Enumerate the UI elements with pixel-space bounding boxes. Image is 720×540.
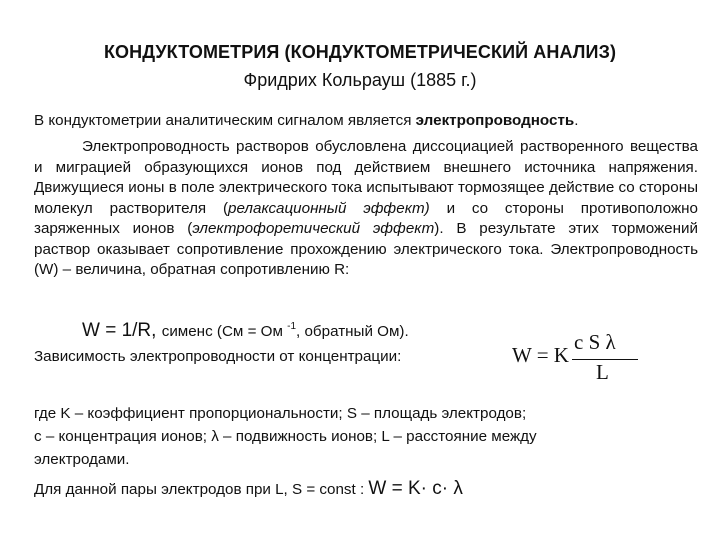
intro-text: В кондуктометрии аналитическим сигналом является bbox=[34, 112, 416, 129]
final-line bbox=[34, 478, 463, 500]
conductance-formula-units: сименс (См = Ом bbox=[161, 323, 288, 340]
paragraph-part-3: ). В результате этих торможений раствор оказывает сопротивление прохождению электрического тока. Электропроводность (W) – величина, обратная сопротивлению R: bbox=[34, 220, 698, 278]
final-text: Для данной пары электродов при L, S = const : bbox=[34, 481, 369, 498]
paragraph-italic-1: релаксационный эффект) bbox=[228, 199, 430, 217]
intro-line bbox=[34, 112, 578, 129]
paragraph-part-2: и со стороны противоположно заряженных ионов ( bbox=[34, 199, 698, 237]
intro-bold-term: электропроводность bbox=[415, 112, 575, 129]
definitions-line-2: с – концентрация ионов; λ – подвижность ионов; L – расстояние между bbox=[34, 428, 537, 445]
slide-title: КОНДУКТОМЕТРИЯ (КОНДУКТОМЕТРИЧЕСКИЙ АНАЛИЗ) bbox=[103, 42, 617, 62]
conductance-formula bbox=[82, 320, 409, 342]
dependence-label: Зависимость электропроводности от концентрации: bbox=[34, 348, 402, 365]
definitions-line-1: где K – коэффициент пропорциональности; S – площадь электродов; bbox=[34, 405, 527, 422]
conductance-formula-end: , обратный Ом). bbox=[296, 323, 409, 340]
concentration-formula-lhs: W = K bbox=[512, 343, 569, 367]
conductance-formula-exponent: -1 bbox=[287, 321, 297, 332]
final-formula: W = K· c· λ bbox=[368, 478, 463, 499]
concentration-formula-numerator: c S λ bbox=[574, 330, 616, 354]
paragraph-part-1: Электропроводность растворов обусловлена диссоциацией растворенного вещества и миграцией образующихся ионов под действием внешнего источника напряжения. Движущиеся ионы в поле электрического тока испытывают тормозящее действие со стороны молекул растворителя ( bbox=[34, 138, 698, 217]
intro-end: . bbox=[574, 112, 579, 129]
conductance-formula-main: W = 1/R, bbox=[82, 320, 162, 341]
concentration-formula-denominator: L bbox=[596, 360, 609, 384]
definitions bbox=[34, 402, 694, 471]
main-paragraph bbox=[34, 137, 698, 281]
slide-subtitle: Фридрих Кольрауш (1885 г.) bbox=[243, 70, 477, 90]
paragraph-italic-2: электрофоретический эффект bbox=[192, 220, 435, 237]
definitions-line-3: электродами. bbox=[34, 451, 130, 468]
